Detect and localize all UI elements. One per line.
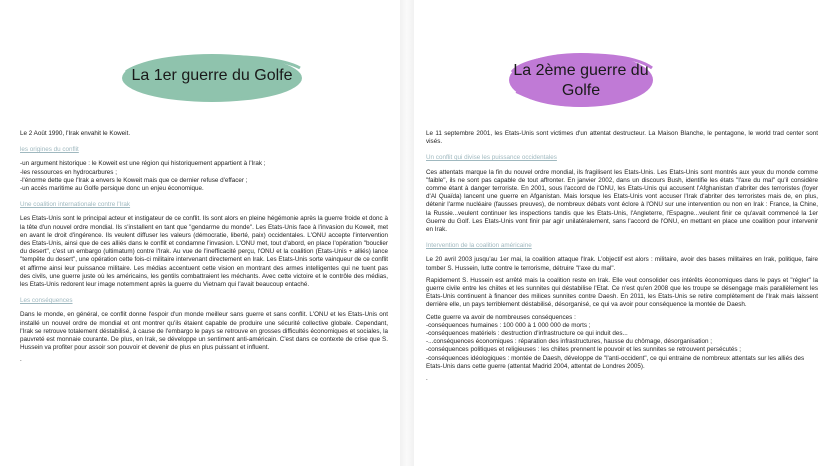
right-page: [414, 0, 828, 466]
list-item: Cette guerre va avoir de nombreuses conséquences :: [426, 313, 576, 321]
left-heading-consequences: Les conséquences: [20, 297, 73, 305]
right-page-title: La 2ème guerre du Golfe: [513, 62, 649, 99]
list-item: -un accès maritime au Golfe persique donc un enjeu économique.: [20, 185, 204, 193]
right-heading-intervention: Intervention de la coalition américaine: [426, 242, 532, 250]
left-content: [20, 130, 388, 365]
right-aftermath-text: Rapidement S. Hussein est arrêté mais la coalition reste en Irak. Elle veut consolider ces intérêts économiques dans le pays et "régler" la guerre civile entre les chiites et les sunnites qui déstabilise l'Etat. Ce n'est qu'en 2008 que les troupe se désengage mais parallèlement les Etats-Unis continuent à financer des milices sunnites contre Daesh. En 2011, les Etats-Unis se retire complètement de l'Irak mais laissent derrière elle, un pays terriblement déstabilisé, désorganisé, ce qui va avoir pour conséquence la montée de Daesh.: [426, 276, 818, 309]
list-item: -conséquences politiques et religieuses : les chiites prennent le pouvoir et les sunnites se retrouvent persécutés ;: [426, 346, 742, 354]
list-item: -un argument historique : le Koweit est une région qui historiquement appartient à l'Irak ;: [20, 160, 266, 168]
right-title-badge: [506, 48, 656, 110]
right-content: [426, 130, 818, 383]
left-coalition-text: Les Etats-Unis sont le principal acteur et instigateur de ce conflit. Ils sont alors en pleine hégémonie après la guerre froide et donc à la tête d'un nouvel ordre mondial. Ils s'installent en tant que "gendarme du monde". Les Etats-Unis face à l'invasion du Koweit, met en avant le droit d'ingérence. Ils veulent diffuser les valeurs (démocratie, liberté, paix) occidentales. L'ONU accepte l'intervention des Etats-Unis, ainsi que de ces alliés dans le conflit et condamne l'invasion. L'ONU met, tout d'abord, en place l'opération "bouclier du desert", c'est un embargo (ultimatum) contre l'Irak. Au vue de l'inefficacité perçu, l'ONU et la coalition (Etats-Unis + alliés) lance "tempête du desert", une opération cette fois-ci militaire intervenant directement en Irak. Les Etats-Unis sorte vainqueur de ce conflit et affirme ainsi leur puissance militaire. Les médias accentuent cette vision en montrant des armes intelligentes qui ne tuent pas des civils, une guerre juste où les américains, les gentils combattraient les méchants. Avec cette victoire et le contrôle des médias, les Etats-Unis redorent leur image notemment après la guerre du Vietnam qui l'avait beaucoup entaché.: [20, 215, 388, 289]
page-gutter: [400, 0, 414, 466]
left-heading-coalition: Une coalition internationale contre l'Irak: [20, 201, 131, 209]
left-heading-origins: les origines du conflit: [20, 146, 79, 154]
list-item: -l'énorme dette que l'Irak a envers le Koweit mais que ce dernier refuse d'effacer ;: [20, 176, 248, 184]
list-item: -...conséquences économiques : réparation des infrastructures, hausse du chômage, désorganisation ;: [426, 338, 712, 346]
left-page: [0, 0, 400, 466]
right-intervention-text: Le 20 avril 2003 jusqu'au 1er mai, la coalition attaque l'Irak. L'objectif est alors : militaire, avoir des bases militaires en Irak, politique, faire tomber S. Hussein, lutte contre le terrorisme, détruire "l'axe du mal".: [426, 256, 818, 272]
list-item: -conséquences matériels : destruction d'infrastructure ce qui induit des...: [426, 330, 628, 338]
right-heading-divide: Un conflit qui divise les puissance occidentales: [426, 154, 557, 162]
right-divide-text: Ces attentats marque la fin du nouvel ordre mondial, ils fragilisent les Etats-Unis. Les Etats-Unis sont montrés aux yeux du monde comme "faible", ils ne sont pas capable de tout affronter. En janvier 2002, dans un discours Bush, identifie les états "l'axe du mal" qu'il considère comme étant à danger terroriste. En 2001, sous l'accord de l'ONU, les Etats-Unis qui accusent l'Afghanistan d'abriter des terroristes (foyer d'Al Quaïda) lancent une guerre en Afganistan. Mais lorsque les Etats-Unis vont accuser l'Irak d'abriter des terroristes mais de, en plus, détenir l'arme nucléaire (fausses preuves), de nombreux débats vont éclore à l'ONU sur une intervention ou non en Irak : France, la Chine, la Russie...veulent continuer les inspections tandis que les Etats-Unis, l'Angleterre, l'Espagne...veulent finir ce qu'avait commencé la 1er Guerre du Golf. Les Etats-Unis vont finir par agir unilatéralement, sans l'accord de l'ONU, en mettant en place une coalition pour intervenir en Irak.: [426, 168, 818, 234]
left-end-mark: .: [20, 356, 22, 364]
right-consequences-list: [426, 314, 818, 371]
left-title-badge: [118, 50, 306, 104]
left-page-title: La 1er guerre du Golfe: [131, 67, 293, 84]
list-item: -conséquences idéologiques : montée de Daesh, développe de "l'anti-occident", ce qui entraine de nombreux attentats sur les alliés des Etats-Unis dans cette guerre (attentat Madrid 2004, attentat de Londres 2005).: [426, 354, 805, 370]
left-intro: Le 2 Août 1990, l'Irak envahit le Koweit.: [20, 130, 131, 137]
left-origins-list: [20, 160, 388, 193]
right-intro: Le 11 septembre 2001, les Etats-Unis sont victimes d'un attentat destructeur. La Maison Blanche, le pentagone, le world trad center sont visés.: [426, 130, 818, 146]
right-end-mark: .: [426, 375, 428, 383]
list-item: -les ressources en hydrocarbures ;: [20, 168, 117, 176]
list-item: -conséquences humaines : 100 000 à 1 000 000 de morts ;: [426, 321, 591, 329]
left-consequences-text: Dans le monde, en général, ce conflit donne l'espoir d'un monde meilleur sans guerre et sans conflit. L'ONU et les Etats-Unis ont installé un nouvel ordre de mondial et ont montrer qu'ils étaient capable de produire une sécurité collective globale. Cependant, l'Irak se retrouve totalement déstabilisé, à cause de l'embargo le pays se retrouve en grosses difficultés économiques et sociales, la pauvreté est monnaie courante. De plus, en Irak, se développe un sentiment anti-américain. C'est dans ce contexte de crise que S. Hussein va profiter pour assoir son pouvoir et devenir de plus en plus puissant et influent.: [20, 311, 388, 352]
